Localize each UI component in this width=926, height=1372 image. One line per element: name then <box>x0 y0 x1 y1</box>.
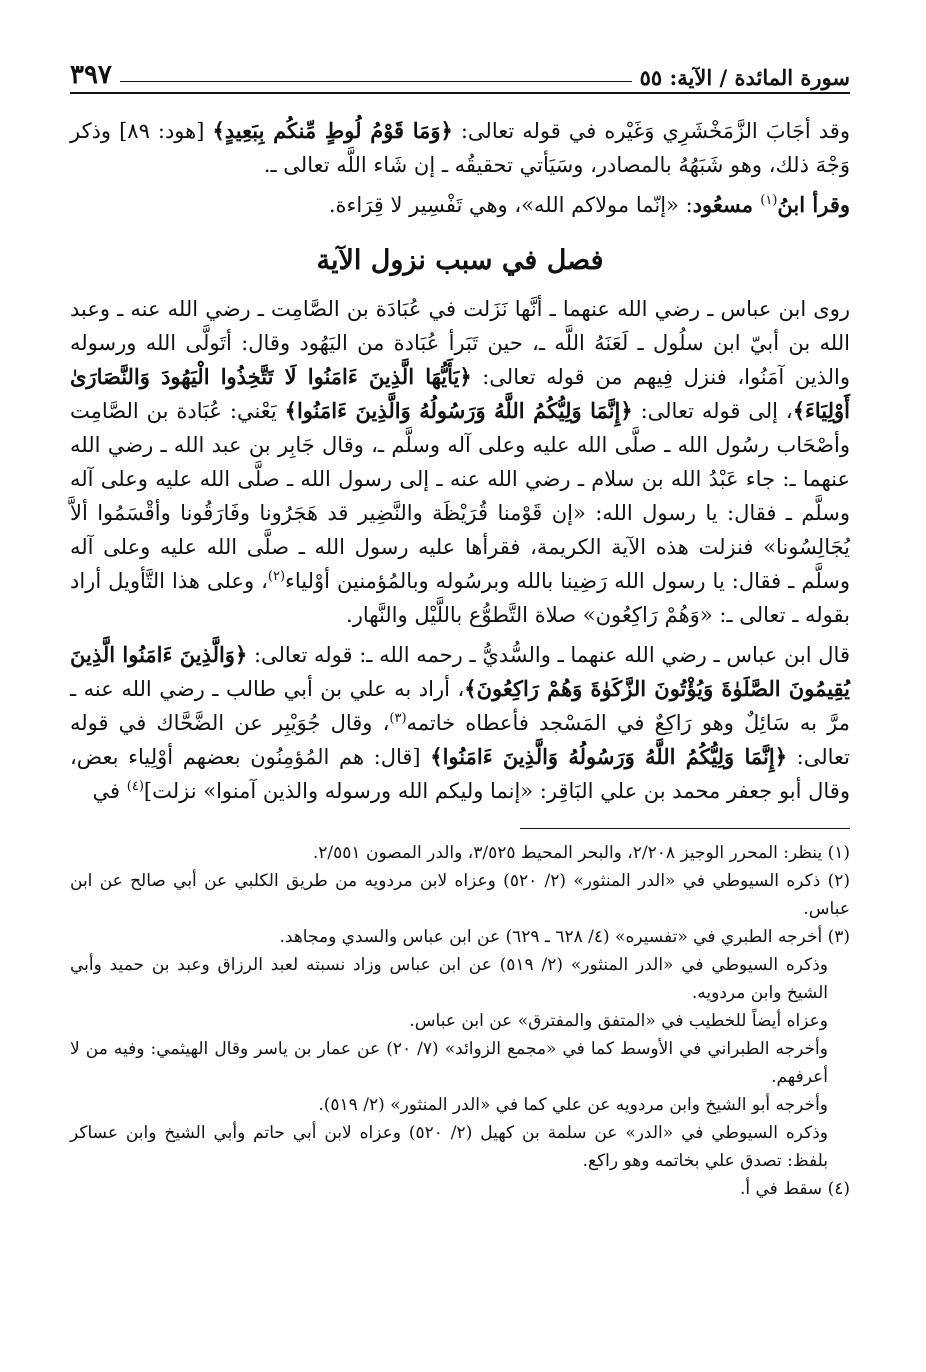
text-run: ، إلى قوله تعالى: <box>632 399 793 423</box>
page-number: ٣٩٧ <box>70 60 112 90</box>
text-run: وقد أجَابَ الزَّمَخْشَرِي وَغَيْره في قوله تعالى: <box>452 119 850 143</box>
footnote-1: (١) ينظر: المحرر الوجيز ٢/٢٠٨، والبحر المحيط ٣/٥٢٥، والدر المصون ٢/٥٥١. <box>312 843 850 863</box>
text-run: مسعُود <box>692 192 761 217</box>
text-run: وذكر وَجْهَ ذلك، وهو شَبَهُهُ بالمصادر، وسَيَأتي تحقيقُه ـ إن شَاء اللَّه تعالى ـ. <box>70 119 850 177</box>
section-heading: فصل في سبب نزول الآية <box>316 245 604 276</box>
text-run: ، وعلى هذا التَّأويل أراد بقوله ـ تعالى ـ: «وَهُمْ رَاكِعُون» صلاة التَّطوُّع باللَّيْل والنَّهار. <box>70 569 850 627</box>
quran-verse: ﴿إِنَّمَا وَلِيُّكُمُ اللَّهُ وَرَسُولُهُ وَالَّذِينَ ءَامَنُوا﴾ <box>430 744 787 769</box>
footnotes <box>70 839 850 1203</box>
main-text <box>70 114 850 808</box>
text-run: قال ابن عباس ـ رضي الله عنهما ـ والسُّديُّ ـ رحمه الله ـ: قوله تعالى: <box>247 643 850 667</box>
verse-reference: [هود: ٨٩] <box>111 119 213 143</box>
footnote-separator <box>520 828 850 829</box>
text-run: وقرأ ابنُ <box>777 192 850 217</box>
footnote-3-sub-2: وعزاه أيضاً للخطيب في «المتفق والمفترق» عن ابن عباس. <box>409 1011 828 1031</box>
running-header <box>70 40 850 94</box>
footnote-3-sub-4: وأخرجه أبو الشيخ وابن مردويه عن علي كما في «الدر المنثور» (٢/ ٥١٩). <box>318 1095 828 1115</box>
quran-verse: ﴿إِنَّمَا وَلِيُّكُمُ اللَّهُ وَرَسُولُهُ وَالَّذِينَ ءَامَنُوا﴾ <box>284 398 633 423</box>
footnote-marker[interactable]: (٢) <box>267 569 286 584</box>
text-run: في <box>92 779 127 803</box>
text-run: : «إنّما مولاكم الله»، وهي تَفْسِير لا قِرَاءة. <box>328 193 693 217</box>
footnote-marker[interactable]: (١) <box>760 193 778 208</box>
quran-verse: ﴿يَأَيُّهَا الَّذِينَ ءَامَنُوا لَا تَتَّخِذُوا الْيَهُودَ وَالنَّصَارَىٰ أَوْلِيَاءَ﴾ <box>70 364 850 423</box>
footnote-3-sub-5: وذكره السيوطي في «الدر» عن سلمة بن كهيل (٢/ ٥٢٠) وعزاه لابن أبي حاتم وأبي الشيخ وابن عساكر بلفظ: تصدق علي بخاتمه وهو راكع. <box>70 1123 828 1171</box>
surah-title: سورة المائدة / الآية: ٥٥ <box>639 65 850 90</box>
book-page <box>70 40 850 1203</box>
section-paragraph-1 <box>70 292 850 632</box>
footnote-marker[interactable]: (٤) <box>126 779 144 794</box>
footnote-3: (٣) أخرجه الطبري في «تفسيره» (٤/ ٦٢٨ ـ ٦٢٩) عن ابن عباس والسدي ومجاهد. <box>279 927 850 947</box>
text-run: ، وقال جُوَيْبِر عن الضَّحَّاك في قوله تعالى: <box>70 711 850 769</box>
quran-verse: ﴿وَمَا قَوْمُ لُوطٍ مِّنكُم بِبَعِيدٍ﴾ <box>212 118 453 143</box>
quran-verse: ﴿وَالَّذِينَ ءَامَنُوا الَّذِينَ يُقِيمُونَ الصَّلَوٰةَ وَيُؤْتُونَ الزَّكَوٰةَ وَهُمْ رَاكِعُونَ﴾ <box>70 642 851 701</box>
footnote-2: (٢) ذكره السيوطي في «الدر المنثور» (٢/ ٥٢٠) وعزاه لابن مردويه من طريق الكلبي عن أبي صالح عن ابن عباس. <box>70 871 850 919</box>
intro-paragraph-2 <box>70 188 850 222</box>
intro-paragraph-1 <box>70 114 850 182</box>
text-run: ، أراد به علي بن أبي طالب ـ رضي الله عنه ـ مرَّ به سَائِلٌ وهو رَاكِعٌ في المَسْجد فأعطاه خاتمه <box>70 677 850 735</box>
footnote-4: (٤) سقط في أ. <box>739 1179 850 1199</box>
footnote-3-sub-3: وأخرجه الطبراني في الأوسط كما في «مجمع الزوائد» (٧/ ٢٠) عن عمار بن ياسر وقال الهيثمي: وفيه من لا أعرفهم. <box>70 1039 828 1087</box>
text-run: روى ابن عباس ـ رضي الله عنهما ـ أنَّها نَزَلت في عُبَادَة بن الصَّامِت ـ رضي الله عنه ـ وعبد الله بن أبيّ ابن سلُول ـ لَعَنَهُ اللَّه ـ، حين تَبَرأ عُبَادة من اليَهُود وقال: أتَولَّى الله ورسوله والذين آمَنُوا، فنزل فِيهم من قوله تعالى: <box>70 297 850 389</box>
header-rule <box>120 81 632 82</box>
footnote-marker[interactable]: (٣) <box>389 711 407 726</box>
text-run: يَعْني: عُبَادة بن الصَّامِت وأصْحَاب رسُول الله ـ صلَّى الله عليه وعلى آله وسلَّم ـ، وقال جَابِر بن عبد الله ـ رضي الله عنهما ـ: جاء عَبْدُ الله بن سلام ـ رضي الله عنه ـ إلى رسول الله ـ صلَّى الله عليه وعلى آله وسلَّم ـ فقال: يا رسول الله: «إن قَوْمنا قُرَيْظَة والنَّضِير قد هَجَرُونا وفَارَقُونا وأقْسَمُوا ألاَّ يُجَالِسُونا» فنزلت هذه الآية الكريمة، فقرأها عليه رسول الله ـ صلَّى الله عليه وعلى آله وسلَّم ـ فقال: يا رسول الله رَضِينا بالله وبرسُوله وبالمُؤمنين أوْلياء <box>70 399 851 593</box>
footnote-3-sub-1: وذكره السيوطي في «الدر المنثور» (٢/ ٥١٩) عن ابن عباس وزاد نسبته لعبد الرزاق وعبد بن حميد وأبي الشيخ وابن مردويه. <box>70 955 829 1003</box>
section-paragraph-2 <box>70 638 850 808</box>
text-run: [قال: هم المُؤمِنُون بعضهم أوْلِياء بعض، وقال أبو جعفر محمد بن علي البَاقِر: «إنما وليكم الله ورسوله والذين آمنوا» نزلت] <box>70 745 850 803</box>
